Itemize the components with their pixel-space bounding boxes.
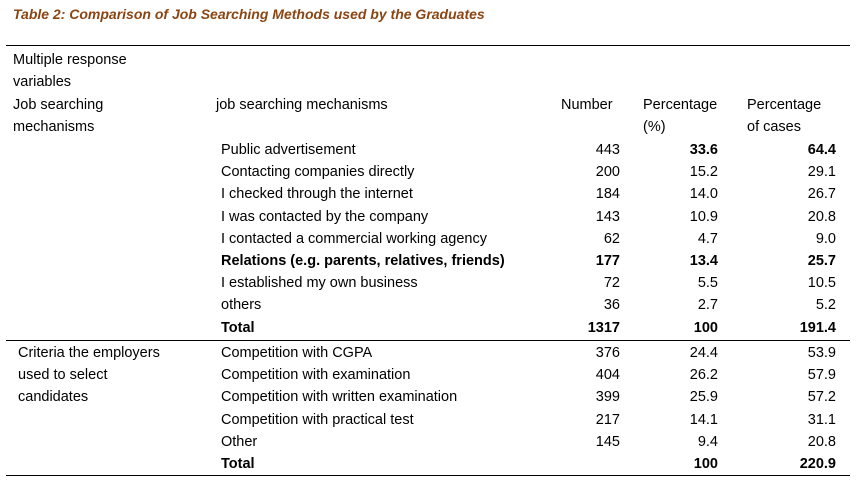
row-label: Competition with practical test	[221, 411, 414, 428]
row-label: Contacting companies directly	[221, 164, 415, 181]
row-label: I was contacted by the company	[221, 208, 429, 225]
row-label: Public advertisement	[221, 142, 356, 158]
row-cases: 20.8	[807, 433, 836, 450]
row-number: 36	[603, 297, 620, 314]
row-number: 1317	[587, 319, 620, 336]
row-cases: 20.8	[807, 208, 836, 225]
header-col5-line1: Percentage	[747, 97, 822, 113]
header-col1-line2: mechanisms	[13, 119, 95, 135]
row-percent: 100	[693, 319, 718, 336]
header-col2: job searching mechanisms	[216, 97, 388, 113]
header-col5-line2: of cases	[747, 119, 801, 135]
header-col1-line1: Job searching	[13, 97, 104, 113]
row-label: Competition with written examination	[221, 389, 458, 406]
row-label: others	[221, 297, 262, 314]
row-percent: 2.7	[697, 297, 718, 314]
row-cases: 25.7	[807, 253, 836, 269]
row-percent: 13.4	[689, 253, 718, 269]
row-percent: 14.1	[689, 411, 718, 428]
table-bottom-rule	[6, 475, 850, 476]
row-cases: 57.2	[807, 389, 836, 406]
row-cases: 64.4	[807, 142, 836, 158]
row-percent: 15.2	[689, 164, 718, 181]
row-number: 72	[603, 275, 620, 292]
row-percent: 14.0	[689, 186, 718, 203]
header-col4-line2: (%)	[643, 119, 666, 135]
row-label: Relations (e.g. parents, relatives, friends)	[221, 253, 505, 269]
row-number: 177	[595, 253, 620, 269]
row-percent: 9.4	[697, 433, 718, 450]
row-cases: 220.9	[799, 456, 836, 472]
row-number: 399	[595, 389, 620, 406]
row-percent: 24.4	[689, 345, 718, 361]
row-number: 62	[603, 230, 620, 247]
row-percent: 4.7	[697, 230, 718, 247]
row-label: I established my own business	[221, 275, 418, 292]
section2-label-line2: used to select	[18, 367, 108, 383]
row-label: Total	[221, 456, 255, 472]
row-percent: 100	[693, 456, 718, 472]
row-cases: 57.9	[807, 367, 836, 384]
row-cases: 29.1	[807, 164, 836, 181]
row-percent: 25.9	[689, 389, 718, 406]
row-cases: 9.0	[815, 230, 836, 247]
section-divider-rule	[6, 340, 850, 341]
section2-label-line1: Criteria the employers	[18, 345, 160, 361]
row-label: Competition with CGPA	[221, 345, 373, 361]
row-number: 404	[595, 367, 620, 384]
row-percent: 10.9	[689, 208, 718, 225]
row-number: 376	[595, 345, 620, 361]
header-group-line2: variables	[13, 74, 72, 90]
row-number: 145	[595, 433, 620, 450]
row-cases: 31.1	[807, 411, 836, 428]
header-group-line1: Multiple response	[13, 52, 127, 68]
row-label: I contacted a commercial working agency	[221, 230, 487, 247]
row-percent: 33.6	[689, 142, 718, 158]
table-caption: Table 2: Comparison of Job Searching Methods used by the Graduates	[13, 6, 485, 22]
row-number: 200	[595, 164, 620, 181]
row-number: 143	[595, 208, 620, 225]
row-cases: 10.5	[807, 275, 836, 292]
row-number: 184	[595, 186, 620, 203]
table-top-rule	[6, 45, 850, 46]
row-label: Total	[221, 319, 255, 336]
row-percent: 5.5	[697, 275, 718, 292]
row-cases: 53.9	[807, 345, 836, 361]
row-cases: 191.4	[799, 319, 836, 336]
header-col3: Number	[561, 97, 613, 113]
row-number: 217	[595, 411, 620, 428]
row-label: I checked through the internet	[221, 186, 413, 203]
row-cases: 26.7	[807, 186, 836, 203]
row-label: Other	[221, 433, 258, 450]
row-number: 443	[595, 142, 620, 158]
header-col4-line1: Percentage	[643, 97, 718, 113]
row-percent: 26.2	[689, 367, 718, 384]
section2-label-line3: candidates	[18, 389, 89, 405]
row-cases: 5.2	[815, 297, 836, 314]
row-label: Competition with examination	[221, 367, 411, 384]
